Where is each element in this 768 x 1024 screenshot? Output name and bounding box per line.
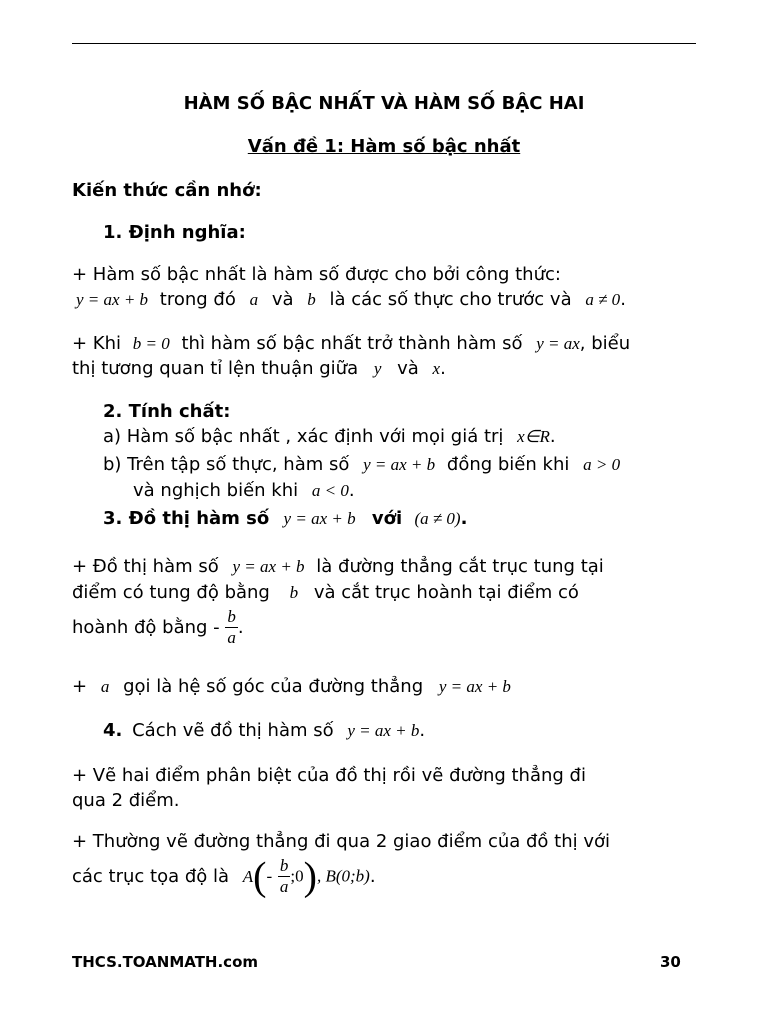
formula: y = ax + b: [438, 677, 511, 696]
graph-line-3: [72, 607, 244, 648]
footer-site: THCS.TOANMATH.com: [72, 953, 258, 971]
drawing-line-3: + Thường vẽ đường thẳng đi qua 2 giao điểm của đồ thị với: [72, 831, 611, 852]
text: 3. Đồ thị hàm số: [103, 508, 270, 529]
text: + Đồ thị hàm số: [72, 556, 219, 577]
paren-right: ): [303, 853, 317, 899]
definition-line-2: [76, 289, 626, 310]
text: , biểu: [579, 333, 631, 354]
formula: y = ax: [536, 334, 580, 353]
drawing-line-1: + Vẽ hai điểm phân biệt của đồ thị rồi vẽ đường thẳng đi: [72, 765, 586, 786]
formula: a ≠ 0: [585, 290, 621, 309]
special-case-line-2: [72, 358, 446, 379]
formula: b = 0: [132, 334, 170, 353]
formula: y = ax + b: [232, 557, 305, 576]
drawing-line-4: [72, 853, 376, 899]
text: thì hàm số bậc nhất trở thành hàm số: [181, 333, 523, 354]
formula: , B(0;b): [316, 866, 370, 886]
intro-heading: Kiến thức cần nhớ:: [72, 180, 262, 201]
text: Cách vẽ đồ thị hàm số: [132, 720, 334, 741]
graph-heading: [103, 508, 467, 529]
formula: y = ax + b: [283, 509, 356, 528]
property-b-line-2: [133, 480, 355, 501]
text: .: [419, 720, 426, 741]
text: thị tương quan tỉ lện thuận giữa: [72, 358, 359, 379]
formula: b: [307, 290, 316, 309]
text: b) Trên tập số thực, hàm số: [103, 454, 350, 475]
text: với: [371, 508, 403, 529]
text: gọi là hệ số góc của đường thẳng: [123, 676, 424, 697]
drawing-heading: [103, 720, 425, 741]
text: trong đó: [159, 289, 236, 310]
numerator: b: [279, 856, 289, 875]
fraction: [225, 607, 238, 648]
numerator: b: [227, 607, 236, 626]
formula: (a ≠ 0): [414, 509, 461, 528]
formula: y = ax + b: [347, 721, 420, 740]
text: .: [348, 480, 355, 501]
definition-line-1: + Hàm số bậc nhất là hàm số được cho bởi công thức:: [72, 264, 561, 285]
fraction: [278, 856, 291, 897]
properties-heading: 2. Tính chất:: [103, 401, 231, 422]
text: 4.: [103, 720, 123, 741]
graph-line-1: [72, 556, 604, 577]
formula: a > 0: [583, 455, 621, 474]
text: là các số thực cho trước và: [329, 289, 572, 310]
text: .: [440, 358, 446, 379]
denominator: a: [227, 628, 236, 647]
text: hoành độ bằng -: [72, 617, 220, 638]
formula: x∈R: [517, 427, 550, 446]
paren-left: (: [253, 853, 267, 899]
page-number: 30: [660, 953, 681, 971]
property-b-line-1: [103, 454, 620, 475]
text: + Khi: [72, 333, 122, 354]
formula: a < 0: [311, 481, 349, 500]
text: .: [369, 866, 376, 887]
formula: -: [266, 866, 273, 886]
text: đồng biến khi: [446, 454, 570, 475]
text: và nghịch biến khi: [133, 480, 299, 501]
text: các trục tọa độ là: [72, 866, 230, 887]
header-rule: [72, 43, 696, 44]
formula: x: [432, 359, 441, 378]
graph-line-2: [72, 582, 579, 603]
formula: a: [249, 290, 259, 309]
text: và: [271, 289, 294, 310]
text: .: [237, 617, 244, 638]
formula: A: [242, 866, 254, 886]
definition-heading: 1. Định nghĩa:: [103, 222, 246, 243]
denominator: a: [279, 877, 289, 896]
text: .: [549, 426, 556, 447]
text: a) Hàm số bậc nhất , xác định với mọi giá trị: [103, 426, 504, 447]
text: và: [397, 358, 419, 379]
text: và cắt trục hoành tại điểm có: [313, 582, 579, 603]
text: +: [72, 676, 88, 697]
formula: b: [289, 583, 299, 602]
formula: a: [100, 677, 110, 696]
formula: y = ax + b: [363, 455, 436, 474]
formula: ;0: [290, 866, 304, 886]
text: là đường thẳng cắt trục tung tại: [316, 556, 604, 577]
text: .: [460, 508, 468, 529]
section-subtitle: Vấn đề 1: Hàm số bậc nhất: [247, 136, 521, 157]
formula: y: [373, 359, 382, 378]
drawing-line-2: qua 2 điểm.: [72, 790, 180, 811]
special-case-line-1: [72, 333, 630, 354]
text: .: [620, 289, 626, 310]
text: điểm có tung độ bằng: [72, 582, 270, 603]
formula: y = ax + b: [76, 290, 149, 309]
slope-line: [72, 676, 511, 697]
page-title: HÀM SỐ BẬC NHẤT VÀ HÀM SỐ BẬC HAI: [183, 93, 585, 114]
property-a: [103, 426, 556, 447]
